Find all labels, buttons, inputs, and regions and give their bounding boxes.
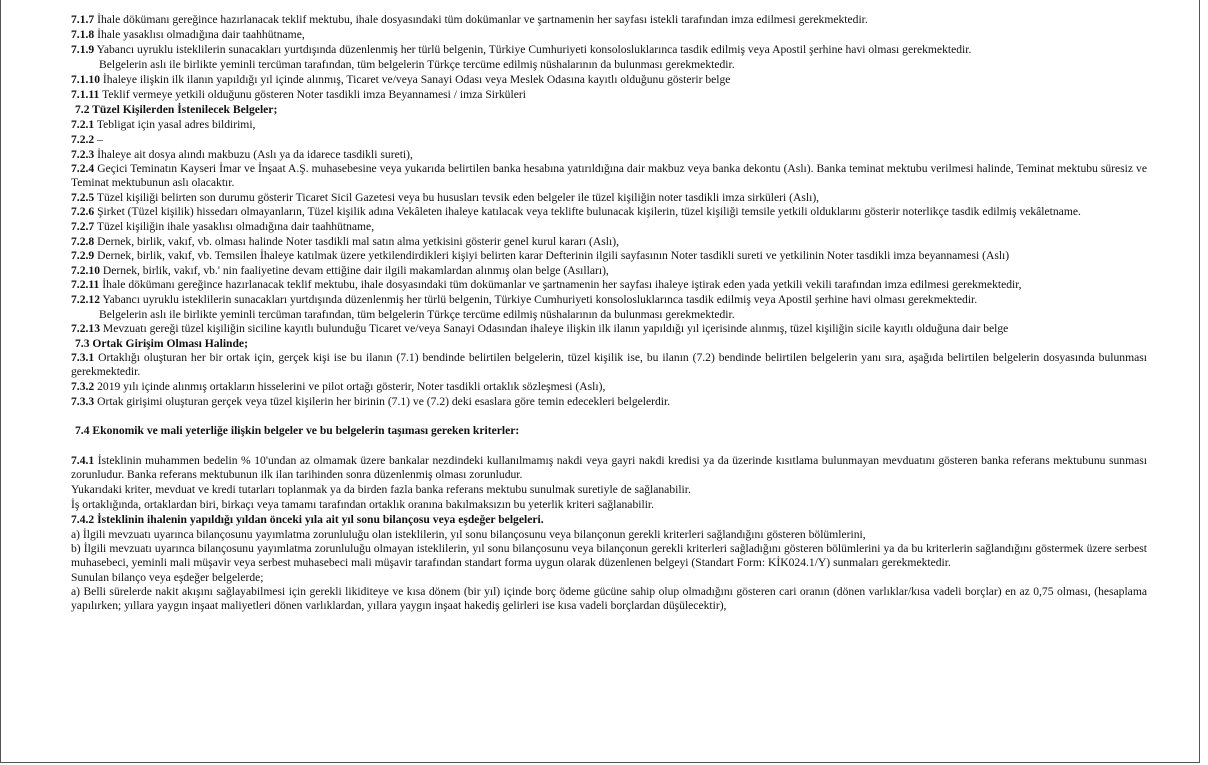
item-text: Şirket (Tüzel kişilik) hissedarı olmayanların, Tüzel kişilik adına Vekâleten ihaleye katılacak veya teklifte bulunacak kişilerin, tüzel kişiliği temsile yetkili olduklarını gösterir noterlikçe tasdik edilmiş vekâletname. xyxy=(97,205,1081,218)
item-text: Yabancı uyruklu isteklilerin sunacakları yurtdışında düzenlenmiş her türlü belgenin, Türkiye Cumhuriyeti konsolosluklarınca tasdik edilmiş veya Apostil şerhine havi olması gerekmektedir. xyxy=(102,293,978,306)
text-line xyxy=(71,570,1147,585)
item-text: İhaleye ilişkin ilk ilanın yapıldığı yıl içinde alınmış, Ticaret ve/veya Sanayi Odası veya Meslek Odasına kayıtlı olduğunu gösterir belge xyxy=(102,73,731,86)
section-heading: 7.2 Tüzel Kişilerden İstenilecek Belgeler; xyxy=(75,103,278,116)
numbered-item xyxy=(71,132,1147,147)
item-number: 7.2.4 xyxy=(71,162,95,175)
numbered-item xyxy=(71,117,1147,132)
numbered-item xyxy=(71,394,1147,409)
item-text: Dernek, birlik, vakıf, vb.' nin faaliyetine devam ettiğine dair ilgili makamlardan alınmış olan belge (Asılları), xyxy=(102,264,609,277)
item-text: Tebligat için yasal adres bildirimi, xyxy=(96,118,256,131)
item-text: b) İlgili mevzuatı uyarınca bilançosunu yayımlatma zorunluluğu olmayan isteklilerin, yıl sonu bilançosunu veya bilançonun gerekli kriterleri sağladığını gösteren bölümlerini ya da bu kriterlerin sağlandığını göstermek üzere serbest muhasebeci, yeminli mali müşavir veya serbest muhasebeci mali müşavir tarafından standart forma uygun olarak düzenlenen belgeyi (Standart Form: KİK024.1/Y) sunmaları gerekmektedir. xyxy=(71,542,1147,569)
item-number: 7.1.9 xyxy=(71,43,95,56)
section-heading: 7.4 Ekonomik ve mali yeterliğe ilişkin belgeler ve bu belgelerin taşıması gereken kriterler: xyxy=(75,424,520,437)
item-text: Mevzuatı gereği tüzel kişiliğin siciline kayıtlı bulunduğu Ticaret ve/veya Sanayi Odasından ihaleye ilişkin ilk ilanın yapıldığı yıl içerisinde alınmış, tüzel kişiliğin sicile kayıtlı olduğuna dair belge xyxy=(102,322,1009,335)
item-text: İsteklinin muhammen bedelin % 10'undan az olmamak üzere bankalar nezdindeki kullanılmamış nakdi veya gayri nakdi kredisi ya da üzerinde kısıtlama bulunmayan mevduatını gösteren banka referans mektubunu sunması zorunludur. Banka referans mektubunun ilk ilan tarihinden sonra düzenlenmiş olması zorunludur. xyxy=(71,454,1147,481)
item-text: İhale dökümanı gereğince hazırlanacak teklif mektubu, ihale dosyasındaki tüm dokümanlar ve şartnamenin her sayfası istekli tarafından imza edilmesi gerekmektedir. xyxy=(97,13,868,26)
numbered-item xyxy=(71,12,1147,27)
indented-line: Belgelerin aslı ile birlikte yeminli tercüman tarafından, tüm belgelerin Türkçe tercüme edilmiş nüshalarının da bulunması gerekmektedir. xyxy=(99,58,735,71)
item-text: Geçici Teminatın Kayseri İmar ve İnşaat A.Ş. muhasebesine veya yukarıda belirtilen banka hesabına yatırıldığına dair makbuz veya banka dekontu (Aslı). Banka teminat mektubu verilmesi halinde, Teminat mektubu süresiz ve Teminat mektubunun aslı olacaktır. xyxy=(71,162,1147,189)
item-text: Tüzel kişiliğin ihale yasaklısı olmadığına dair taahhütname, xyxy=(96,220,375,233)
numbered-item xyxy=(71,162,1147,190)
item-number: 7.1.7 xyxy=(71,13,95,26)
item-text: a) İlgili mevzuatı uyarınca bilançosunu yayımlatma zorunluluğu olan isteklilerin, yıl sonu bilançosunu veya bilançonun gerekli kriterleri sağlandığını gösteren bölümlerini, xyxy=(71,528,866,541)
item-number: 7.3.1 xyxy=(71,351,95,364)
item-number: 7.2.10 xyxy=(71,264,100,277)
item-number: 7.1.11 xyxy=(71,88,100,101)
numbered-item xyxy=(71,322,1147,336)
item-number: 7.4.1 xyxy=(71,454,95,467)
item-text: İhale dökümanı gereğince hazırlanacak teklif mektubu, ihale dosyasındaki tüm dokümanlar ve şartnamenin her sayfası ihaleye iştirak eden yada yetkili vekili tarafından imza edilmesi gerekmektedir, xyxy=(102,278,1022,291)
item-number: 7.2.5 xyxy=(71,191,95,204)
item-text: Dernek, birlik, vakıf, vb. olması halinde Noter tasdikli mal satın alma yetkisini gösterir genel kurul kararı (Aslı), xyxy=(97,235,620,248)
item-number: 7.1.10 xyxy=(71,73,100,86)
item-number: 7.4.2 xyxy=(71,513,95,526)
item-number: 7.2.8 xyxy=(71,235,95,248)
item-text: a) Belli sürelerde nakit akışını sağlayabilmesi için gerekli likiditeye ve kısa dönem (bir yıl) içinde borç ödeme gücüne sahip olup olmadığını gösteren cari oranın (dönen varlıklar/kısa vadeli borçlar) en az 0,75 olması, (hesaplama yapılırken; yıllara yaygın inşaat maliyetleri dönen varlıklardan, yıllara yaygın inşaat hakediş gelirleri ise kısa vadeli borçlardan düşülecektir), xyxy=(71,585,1147,612)
paragraph-spacer xyxy=(71,409,1147,423)
text-line xyxy=(71,527,1147,542)
paragraph-spacer xyxy=(71,438,1147,454)
item-text: İhaleye ait dosya alındı makbuzu (Aslı ya da idarece tasdikli sureti), xyxy=(97,148,413,161)
item-text: Ortak girişimi oluşturan gerçek veya tüzel kişilerin her birinin (7.1) ve (7.2) deki esaslara göre temin edecekleri belgelerdir. xyxy=(97,395,671,408)
numbered-item xyxy=(71,72,1147,87)
text-line xyxy=(71,585,1147,613)
numbered-item xyxy=(71,249,1147,263)
item-number: 7.1.8 xyxy=(71,28,95,41)
item-number: 7.2.7 xyxy=(71,220,95,233)
item-number: 7.3.2 xyxy=(71,380,95,393)
numbered-item xyxy=(71,234,1147,249)
item-number: 7.2.13 xyxy=(71,322,100,335)
numbered-item xyxy=(71,379,1147,394)
numbered-item xyxy=(71,147,1147,162)
numbered-item xyxy=(71,205,1147,219)
item-text: İş ortaklığında, ortaklardan biri, birkaçı veya tamamı tarafından ortaklık oranına bakılmaksızın bu yeterlik kriteri sağlanabilir. xyxy=(71,498,655,511)
item-text: Yukarıdaki kriter, mevduat ve kredi tutarları toplanmak ya da birden fazla banka referans mektubu sunulmak suretiyle de sağlanabilir. xyxy=(71,483,691,496)
numbered-item xyxy=(71,292,1147,307)
item-number: 7.2.3 xyxy=(71,148,95,161)
numbered-item xyxy=(71,278,1147,292)
numbered-item xyxy=(71,454,1147,482)
item-number: 7.2.6 xyxy=(71,205,95,218)
numbered-item xyxy=(71,263,1147,278)
item-text: – xyxy=(97,133,103,146)
document-content xyxy=(71,12,1147,613)
numbered-item xyxy=(71,219,1147,234)
item-text: Tüzel kişiliği belirten son durumu gösterir Ticaret Sicil Gazetesi veya bu hususları tevsik eden belgeler ile tüzel kişiliğin noter tasdikli imza sirküleri (Aslı), xyxy=(96,191,820,204)
item-text: Ortaklığı oluşturan her bir ortak için, gerçek kişi ise bu ilanın (7.1) bendinde belirtilen belgelerin, tüzel kişilik ise, bu ilanın (7.2) bendinde belirtilen belgelerin yanı sıra, aşağıda belirtilen belgelerin dosyasında bulunması gerekmektedir. xyxy=(71,351,1147,378)
numbered-item xyxy=(71,512,1147,527)
item-text: Yabancı uyruklu isteklilerin sunacakları yurtdışında düzenlenmiş her türlü belgenin, Türkiye Cumhuriyeti konsolosluklarınca tasdik edilmiş veya Apostil şerhine havi olması gerekmektedir. xyxy=(96,43,972,56)
item-number: 7.2.12 xyxy=(71,293,100,306)
item-text: Teklif vermeye yetkili olduğunu gösteren Noter tasdikli imza Beyannamesi / imza Sirküleri xyxy=(102,88,526,101)
item-number: 7.3.3 xyxy=(71,395,95,408)
numbered-item xyxy=(71,351,1147,379)
text-line xyxy=(71,482,1147,497)
numbered-item xyxy=(71,42,1147,57)
item-number: 7.2.1 xyxy=(71,118,95,131)
item-number: 7.2.2 xyxy=(71,133,95,146)
item-number: 7.2.9 xyxy=(71,249,95,262)
numbered-item xyxy=(71,190,1147,205)
indented-line: Belgelerin aslı ile birlikte yeminli tercüman tarafından, tüm belgelerin Türkçe tercüme edilmiş nüshalarının da bulunması gerekmektedir. xyxy=(99,308,735,321)
text-line xyxy=(71,497,1147,512)
text-line xyxy=(71,542,1147,570)
item-number: 7.2.11 xyxy=(71,278,100,291)
numbered-item xyxy=(71,27,1147,42)
numbered-item xyxy=(71,87,1147,102)
item-text: 2019 yılı içinde alınmış ortakların hisselerini ve pilot ortağı gösterir, Noter tasdikli ortaklık sözleşmesi (Aslı), xyxy=(97,380,606,393)
item-text: İsteklinin ihalenin yapıldığı yıldan önceki yıla ait yıl sonu bilançosu veya eşdeğer belgeleri. xyxy=(97,513,544,526)
item-text: İhale yasaklısı olmadığına dair taahhütname, xyxy=(97,28,305,41)
item-text: Sunulan bilanço veya eşdeğer belgelerde; xyxy=(71,571,264,584)
section-heading: 7.3 Ortak Girişim Olması Halinde; xyxy=(75,337,248,350)
item-text: Dernek, birlik, vakıf, vb. Temsilen İhaleye katılmak üzere yetkilendirdikleri kişiyi belirten karar Defterinin ilgili sayfasının Noter tasdikli sureti ve yetkilinin Noter tasdikli imza beyannamesi (Aslı) xyxy=(97,249,1010,262)
